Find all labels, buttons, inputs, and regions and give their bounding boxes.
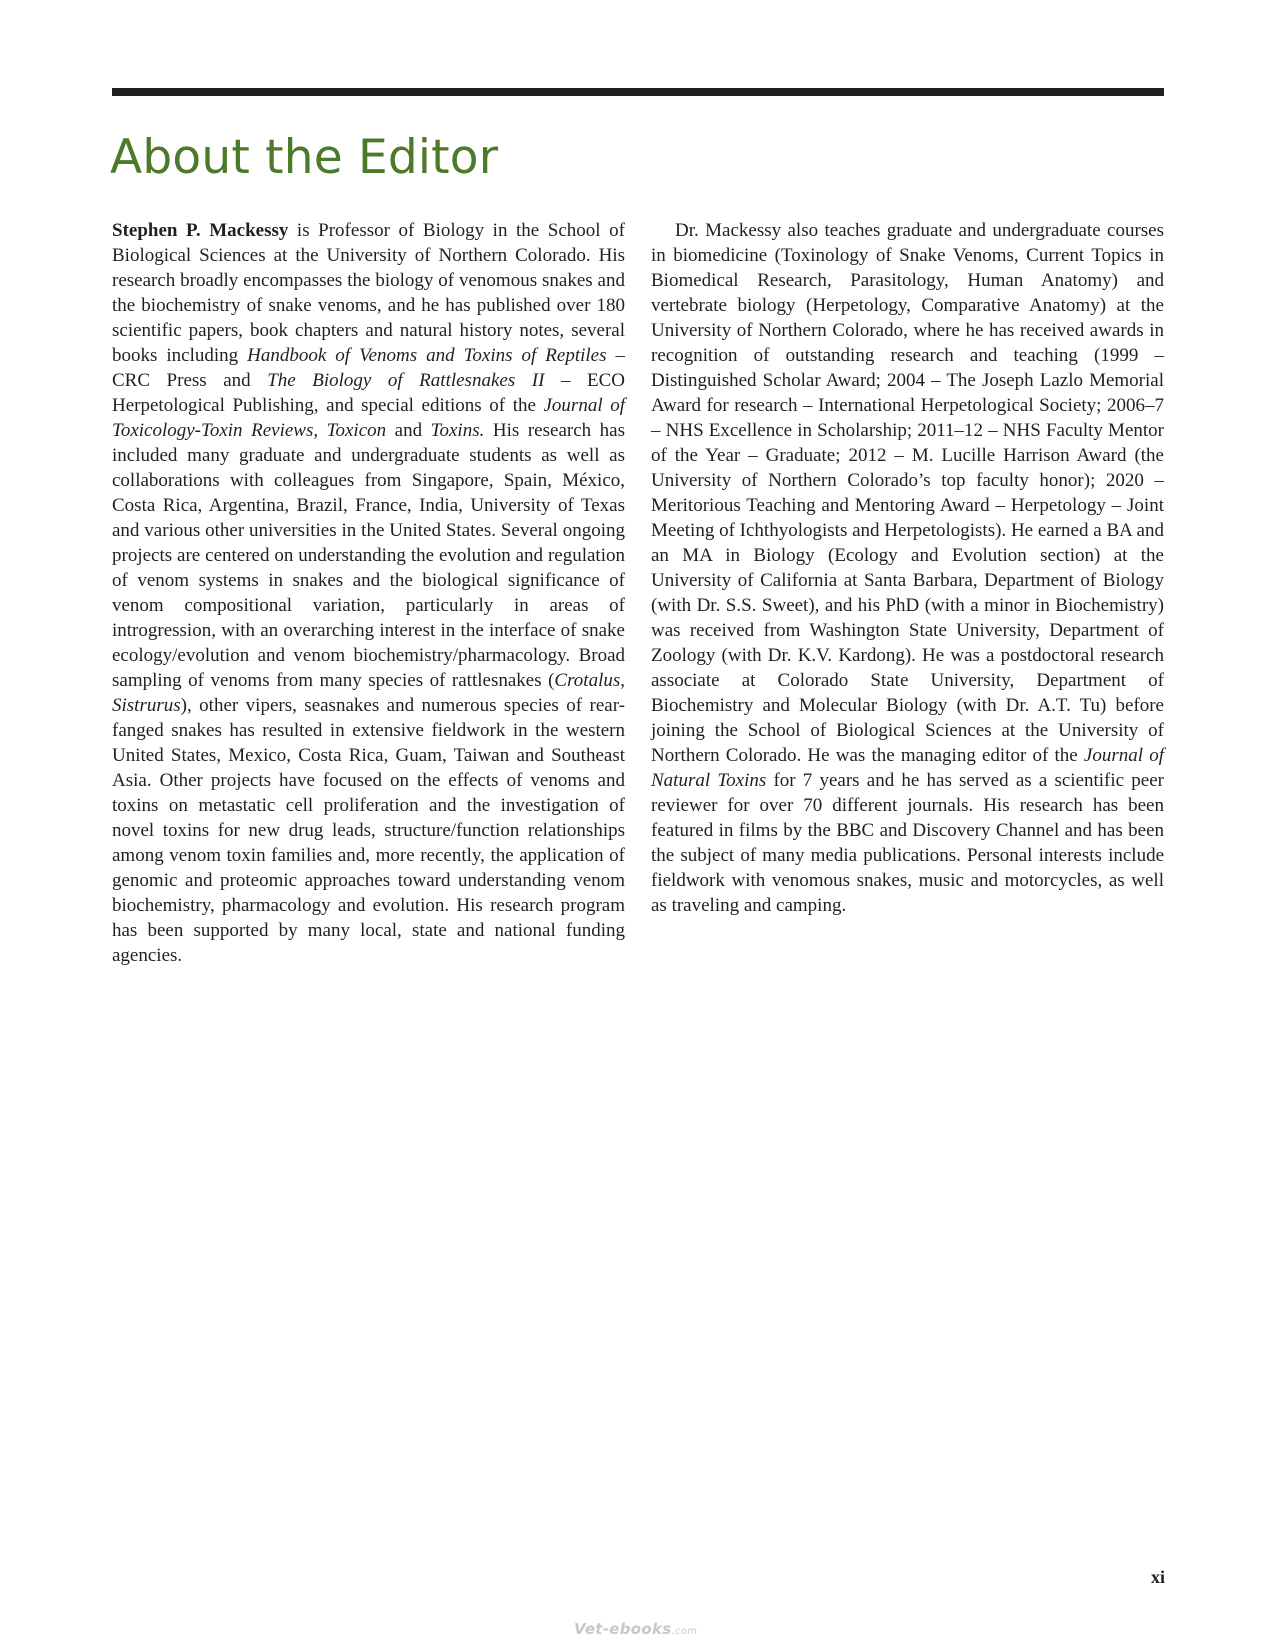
editor-name: Stephen P. Mackessy	[112, 220, 289, 241]
teaching-paragraph	[651, 218, 1164, 918]
editor-bio-paragraph	[112, 218, 625, 968]
book-title-biology-of-rattlesnakes: The Biology of Rattlesnakes II	[267, 370, 545, 391]
genus-crotalus: Crotalus	[554, 670, 621, 691]
book-title-handbook: Handbook of Venoms and Toxins of Reptiles	[247, 345, 607, 366]
genus-sistrurus: Sistrurus	[112, 695, 181, 716]
bio-text: His research has included many graduate and undergraduate students as well as collaborations with colleagues from Singapore, Spain, México, Costa Rica, Argentina, Brazil, France, India, University of Texas and various other universities in the United States. Several ongoing projects are centered on understanding the evolution and regulation of venom systems in snakes and the biological significance of venom compositional variation, particularly in areas of introgression, with an overarching interest in the interface of snake ecology/evolution and venom biochemistry/pharmacology. Broad sampling of venoms from many species of rattlesnakes (	[112, 420, 626, 691]
watermark-text: Vet-ebooks	[574, 1620, 672, 1638]
top-rule	[112, 88, 1164, 96]
bio-text: is Professor of Biology in the School of Biological Sciences at the University of Northern Colorado. His research broadly encompasses the biology of venomous snakes and the biochemistry of snake venoms, and he has published over 180 scientific papers, book chapters and natural history notes, several books including	[112, 220, 625, 366]
right-column	[651, 218, 1164, 918]
journal-title-toxins: Toxins.	[430, 420, 485, 441]
journal-title-toxin-reviews: Journal of Toxicology-Toxin Reviews,	[112, 395, 625, 441]
page-title: About the Editor	[110, 130, 499, 185]
watermark-suffix: .com	[671, 1626, 698, 1637]
page-number: xi	[1150, 1567, 1165, 1587]
bio-text	[318, 420, 327, 441]
bio-text: for 7 years and he has served as a scientific peer reviewer for over 70 different journals. His research has been featured in films by the BBC and Discovery Channel and has been the subject of many media publications. Personal interests include fieldwork with venomous snakes, music and motorcycles, as well as traveling and camping.	[651, 770, 1164, 916]
bio-text: – ECO Herpetological Publishing, and special editions of the	[112, 370, 626, 416]
bio-text: and	[386, 420, 431, 441]
bio-text: ,	[620, 670, 625, 691]
bio-text: ), other vipers, seasnakes and numerous species of rear-fanged snakes has resulted in extensive fieldwork in the western United States, Mexico, Costa Rica, Guam, Taiwan and Southeast Asia. Other projects have focused on the effects of venoms and toxins on metastatic cell proliferation and the investigation of novel toxins for new drug leads, structure/function relationships among venom toxin families and, more recently, the application of genomic and proteomic approaches toward understanding venom biochemistry, pharmacology and evolution. His research program has been supported by many local, state and national funding agencies.	[112, 695, 625, 966]
watermark-logo	[574, 1620, 697, 1638]
bio-text: – CRC Press and	[112, 345, 625, 391]
journal-title-natural-toxins: Journal of Natural Toxins	[651, 745, 1164, 791]
bio-text: Dr. Mackessy also teaches graduate and undergraduate courses in biomedicine (Toxinology of Snake Venoms, Current Topics in Biomedical Research, Parasitology, Human Anatomy) and vertebrate biology (Herpetology, Comparative Anatomy) at the University of Northern Colorado, where he has received awards in recognition of outstanding research and teaching (1999 – Distinguished Scholar Award; 2004 – The Joseph Lazlo Memorial Award for research – International Herpetological Society; 2006–7 – NHS Excellence in Scholarship; 2011–12 – NHS Faculty Mentor of the Year – Graduate; 2012 – M. Lucille Harrison Award (the University of Northern Colorado’s top faculty honor); 2020 – Meritorious Teaching and Mentoring Award – Herpetology – Joint Meeting of Ichthyologists and Herpetologists). He earned a BA and an MA in Biology (Ecology and Evolution section) at the University of California at Santa Barbara, Department of Biology (with Dr. S.S. Sweet), and his PhD (with a minor in Biochemistry) was received from Washington State University, Department of Zoology (with Dr. K.V. Kardong). He was a postdoctoral research associate at Colorado State University, Department of Biochemistry and Molecular Biology (with Dr. A.T. Tu) before joining the School of Biological Sciences at the University of Northern Colorado. He was the managing editor of the	[651, 220, 1164, 766]
left-column	[112, 218, 625, 968]
journal-title-toxicon: Toxicon	[326, 420, 387, 441]
